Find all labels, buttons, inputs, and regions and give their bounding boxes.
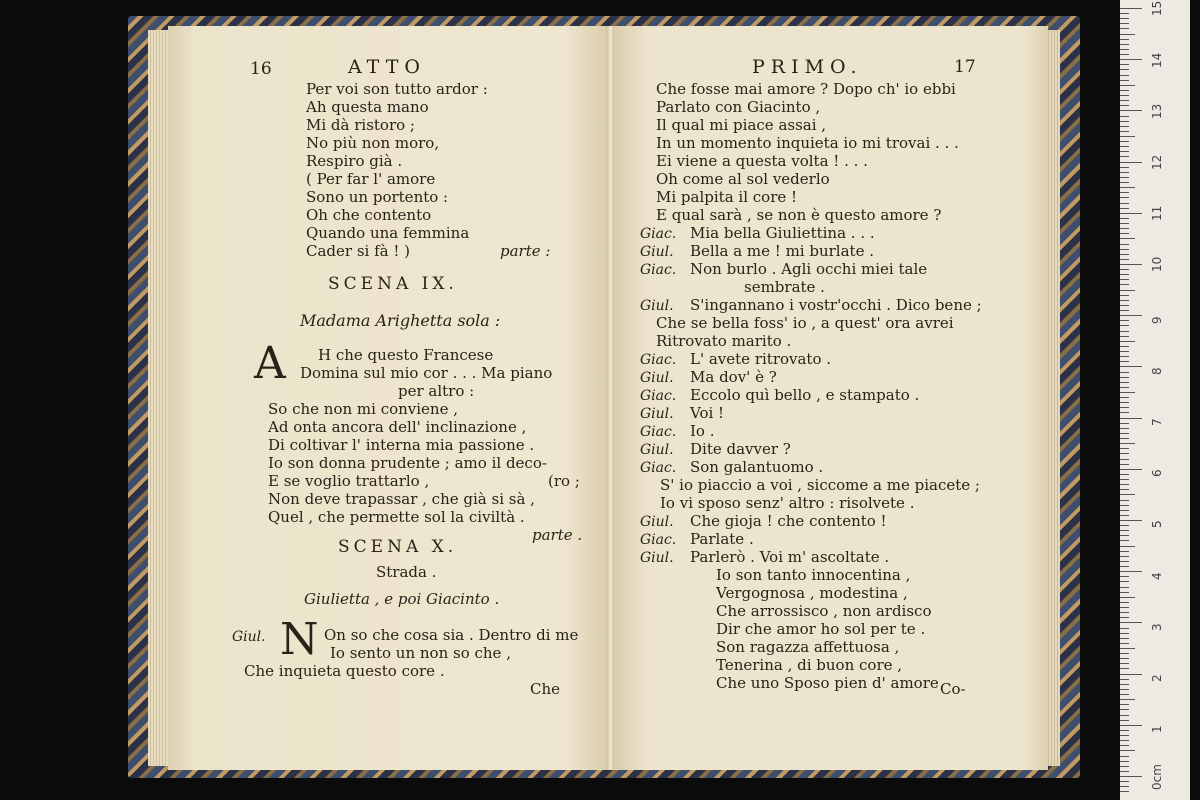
stage-direction-parte: parte . (532, 526, 583, 544)
speaker-label: Giul. (640, 406, 674, 422)
verse-line: Quando una femmina (306, 224, 470, 242)
ruler-tick (1120, 105, 1129, 106)
ruler-tick (1120, 377, 1129, 378)
speaker-label: Giul. (640, 442, 674, 458)
monologue-line: Quel , che permette sol la civiltà . (268, 508, 525, 526)
verse-line: Il qual mi piace assai , (656, 116, 827, 134)
ruler-tick (1120, 556, 1129, 557)
ruler-tick (1120, 459, 1129, 460)
ruler-number: 7 (1150, 418, 1164, 426)
ruler-tick (1120, 269, 1129, 270)
stage-direction-parte: parte : (500, 242, 551, 260)
verse-line: No più non moro, (306, 134, 440, 152)
ruler-tick (1120, 500, 1129, 501)
ruler-tick (1120, 633, 1129, 634)
ruler-tick (1120, 203, 1129, 204)
verse-line: Ei viene a questa volta ! . . . (656, 152, 868, 170)
ruler-tick (1120, 730, 1129, 731)
monologue-line: per altro : (398, 382, 475, 400)
ruler-tick (1120, 156, 1129, 157)
song-line: Son ragazza affettuosa , (716, 638, 900, 656)
verse-line: E qual sarà , se non è questo amore ? (656, 206, 942, 224)
ruler-tick (1120, 284, 1129, 285)
ruler-tick (1120, 75, 1129, 76)
ruler-tick (1120, 264, 1142, 265)
ruler-tick (1120, 479, 1129, 480)
ruler-tick (1120, 8, 1142, 9)
ruler-tick (1120, 382, 1129, 383)
ruler-tick (1120, 699, 1135, 700)
ruler-number: 4 (1150, 572, 1164, 580)
ruler-tick (1120, 121, 1129, 122)
ruler-tick (1120, 515, 1129, 516)
monologue-line: Domina sul mio cor . . . Ma piano (300, 364, 553, 382)
verse-line: Oh che contento (306, 206, 432, 224)
ruler-tick (1120, 90, 1129, 91)
ruler-tick (1120, 791, 1129, 792)
ruler-tick (1120, 489, 1129, 490)
ruler-number: 14 (1150, 52, 1164, 68)
ruler-tick (1120, 453, 1129, 454)
page-number-left: 16 (250, 59, 272, 79)
speaker-label: Giac. (640, 460, 677, 476)
ruler-tick (1120, 607, 1129, 608)
ruler-number: 1 (1150, 725, 1164, 733)
dialogue-line: Voi ! (690, 404, 725, 422)
ruler-tick (1120, 617, 1129, 618)
dialogue-line: Che se bella foss' io , a quest' ora avrei (656, 314, 954, 332)
verse-line: Cader si fà ! ) (306, 242, 411, 260)
ruler-tick (1120, 720, 1129, 721)
ruler-tick (1120, 136, 1135, 137)
ruler-tick (1120, 581, 1129, 582)
dialogue-line: Dite davver ? (690, 440, 791, 458)
ruler-tick (1120, 110, 1142, 111)
ruler-tick (1120, 238, 1135, 239)
song-line: Dir che amor ho sol per te . (716, 620, 926, 638)
ruler-tick (1120, 59, 1142, 60)
ruler-tick (1120, 295, 1129, 296)
ruler-tick (1120, 172, 1129, 173)
ruler-tick (1120, 643, 1129, 644)
ruler-tick (1120, 320, 1129, 321)
ruler-tick (1120, 387, 1129, 388)
ruler-tick (1120, 668, 1129, 669)
ruler-tick (1120, 510, 1129, 511)
ruler-number: 0cm (1150, 764, 1164, 790)
monologue-line: Non deve trapassar , che già si sà , (268, 490, 535, 508)
verse-line: ( Per far l' amore (306, 170, 436, 188)
ruler-tick (1120, 725, 1142, 726)
ruler-tick (1120, 346, 1129, 347)
speaker-label: Giac. (640, 352, 677, 368)
ruler-tick (1120, 274, 1129, 275)
ruler-tick (1120, 325, 1129, 326)
verse-line: Oh come al sol vederlo (656, 170, 830, 188)
dialogue-line: Che gioja ! che contento ! (690, 512, 887, 530)
ruler-tick (1120, 674, 1142, 675)
ruler-tick (1120, 192, 1129, 193)
ruler-tick (1120, 331, 1129, 332)
ruler-tick (1120, 694, 1129, 695)
scene-title: SCENA IX. (328, 274, 458, 294)
drop-cap: N (280, 614, 319, 665)
ruler-tick (1120, 653, 1129, 654)
ruler-tick (1120, 116, 1129, 117)
catchword: Che (530, 680, 561, 698)
monologue-line: Io son donna prudente ; amo il deco- (268, 454, 547, 472)
ruler-number: 10 (1150, 256, 1164, 272)
measuring-ruler (1120, 0, 1190, 800)
ruler-tick (1120, 484, 1129, 485)
ruler-tick (1120, 39, 1129, 40)
ruler-tick (1120, 418, 1142, 419)
ruler-tick (1120, 546, 1135, 547)
ruler-tick (1120, 648, 1135, 649)
ruler-tick (1120, 756, 1129, 757)
ruler-tick (1120, 438, 1129, 439)
ruler-tick (1120, 223, 1129, 224)
monologue-line: (ro ; (548, 472, 580, 490)
dialogue-line: Parlate . (690, 530, 754, 548)
ruler-number: 5 (1150, 520, 1164, 528)
ruler-tick (1120, 197, 1129, 198)
ruler-tick (1120, 315, 1142, 316)
dialogue-line: L' avete ritrovato . (690, 350, 832, 368)
dialogue-line: On so che cosa sia . Dentro di me (324, 626, 579, 644)
ruler-tick (1120, 259, 1129, 260)
ruler-tick (1120, 602, 1129, 603)
ruler-tick (1120, 786, 1129, 787)
ruler-tick (1120, 254, 1129, 255)
speaker-label: Giul. (640, 370, 674, 386)
ruler-tick (1120, 397, 1129, 398)
ruler-tick (1120, 612, 1129, 613)
verse-line: Mi dà ristoro ; (306, 116, 415, 134)
ruler-tick (1120, 162, 1142, 163)
speaker-label: Giac. (640, 262, 677, 278)
ruler-tick (1120, 428, 1129, 429)
song-line: Tenerina , di buon core , (716, 656, 903, 674)
song-line: Che arrossisco , non ardisco (716, 602, 932, 620)
ruler-tick (1120, 233, 1129, 234)
ruler-number: 12 (1150, 154, 1164, 170)
verse-line: In un momento inquieta io mi trovai . . . (656, 134, 959, 152)
ruler-tick (1120, 151, 1129, 152)
dialogue-line: Ritrovato marito . (656, 332, 792, 350)
monologue-line: H che questo Francese (318, 346, 494, 364)
drop-cap: A (254, 338, 286, 389)
ruler-tick (1120, 228, 1129, 229)
ruler-tick (1120, 766, 1129, 767)
speaker-label: Giac. (640, 424, 677, 440)
ruler-tick (1120, 750, 1135, 751)
monologue-line: Ad onta ancora dell' inclinazione , (268, 418, 527, 436)
ruler-tick (1120, 474, 1129, 475)
dialogue-line: sembrate . (744, 278, 825, 296)
ruler-tick (1120, 402, 1129, 403)
song-line: Che uno Sposo pien d' amore (716, 674, 939, 692)
ruler-tick (1120, 551, 1129, 552)
ruler-tick (1120, 761, 1129, 762)
monologue-line: E se voglio trattarlo , (268, 472, 430, 490)
ruler-tick (1120, 566, 1129, 567)
ruler-tick (1120, 208, 1129, 209)
dialogue-line: S' io piaccio a voi , siccome a me piacete ; (660, 476, 980, 494)
ruler-tick (1120, 576, 1129, 577)
ruler-tick (1120, 684, 1129, 685)
ruler-tick (1120, 709, 1129, 710)
verse-line: Parlato con Giacinto , (656, 98, 821, 116)
ruler-tick (1120, 95, 1129, 96)
ruler-tick (1120, 535, 1129, 536)
page-number-right: 17 (954, 57, 976, 77)
ruler-number: 6 (1150, 469, 1164, 477)
ruler-tick (1120, 679, 1129, 680)
dialogue-line: Ma dov' è ? (690, 368, 777, 386)
monologue-line: So che non mi conviene , (268, 400, 459, 418)
dialogue-line: S'ingannano i vostr'occhi . Dico bene ; (690, 296, 982, 314)
ruler-tick (1120, 300, 1129, 301)
ruler-tick (1120, 525, 1129, 526)
ruler-tick (1120, 715, 1129, 716)
ruler-tick (1120, 305, 1129, 306)
ruler-tick (1120, 638, 1129, 639)
ruler-tick (1120, 146, 1129, 147)
ruler-tick (1120, 351, 1129, 352)
verse-line: Che fosse mai amore ? Dopo ch' io ebbi (656, 80, 956, 98)
ruler-tick (1120, 587, 1129, 588)
ruler-tick (1120, 628, 1129, 629)
speaker-label: Giac. (640, 388, 677, 404)
ruler-tick (1120, 182, 1129, 183)
ruler-tick (1120, 469, 1142, 470)
ruler-tick (1120, 249, 1129, 250)
scene-title: SCENA X. (338, 537, 458, 557)
ruler-tick (1120, 520, 1142, 521)
song-line: Vergognosa , modestina , (716, 584, 908, 602)
ruler-tick (1120, 177, 1129, 178)
ruler-tick (1120, 126, 1129, 127)
ruler-tick (1120, 28, 1129, 29)
ruler-tick (1120, 310, 1129, 311)
dialogue-line: Son galantuomo . (690, 458, 824, 476)
monologue-line: Di coltivar l' interna mia passione . (268, 436, 535, 454)
dialogue-line: Mia bella Giuliettina . . . (690, 224, 875, 242)
ruler-tick (1120, 44, 1129, 45)
ruler-number: 3 (1150, 623, 1164, 631)
speaker-label: Giac. (640, 226, 677, 242)
ruler-tick (1120, 735, 1129, 736)
ruler-tick (1120, 290, 1135, 291)
ruler-tick (1120, 663, 1129, 664)
ruler-number: 11 (1150, 205, 1164, 221)
ruler-tick (1120, 622, 1142, 623)
ruler-tick (1120, 392, 1135, 393)
ruler-tick (1120, 213, 1142, 214)
ruler-tick (1120, 85, 1135, 86)
dialogue-line: Io sento un non so che , (330, 644, 511, 662)
running-head-right: PRIMO. (752, 56, 863, 78)
ruler-tick (1120, 597, 1135, 598)
ruler-number: 8 (1150, 367, 1164, 375)
speaker-label: Giul. (640, 298, 674, 314)
ruler-tick (1120, 23, 1129, 24)
ruler-tick (1120, 505, 1129, 506)
ruler-tick (1120, 34, 1135, 35)
speaker-label: Giul. (640, 244, 674, 260)
ruler-number: 15 (1150, 0, 1164, 16)
catchword: Co- (940, 680, 966, 698)
ruler-tick (1120, 776, 1142, 777)
ruler-tick (1120, 341, 1135, 342)
ruler-tick (1120, 141, 1129, 142)
ruler-tick (1120, 561, 1129, 562)
verse-line: Per voi son tutto ardor : (306, 80, 488, 98)
verse-line: Ah questa mano (306, 98, 429, 116)
running-head-left: ATTO (348, 56, 426, 78)
ruler-tick (1120, 244, 1129, 245)
page-edges-left (148, 30, 170, 766)
ruler-tick (1120, 704, 1129, 705)
ruler-number: 9 (1150, 316, 1164, 324)
ruler-tick (1120, 448, 1129, 449)
ruler-tick (1120, 658, 1129, 659)
ruler-tick (1120, 407, 1129, 408)
ruler-tick (1120, 372, 1129, 373)
verse-line: Respiro già . (306, 152, 403, 170)
dialogue-line: Parlerò . Voi m' ascoltate . (690, 548, 890, 566)
ruler-tick (1120, 131, 1129, 132)
speaker-label: Giul. (232, 629, 266, 645)
scene-place: Strada . (376, 563, 437, 581)
ruler-tick (1120, 740, 1129, 741)
ruler-tick (1120, 540, 1129, 541)
dialogue-line: Eccolo quì bello , e stampato . (690, 386, 920, 404)
ruler-tick (1120, 356, 1129, 357)
ruler-tick (1120, 80, 1129, 81)
dialogue-line: Bella a me ! mi burlate . (690, 242, 874, 260)
song-line: Io son tanto innocentina , (716, 566, 911, 584)
dialogue-line: Non burlo . Agli occhi miei tale (690, 260, 928, 278)
ruler-tick (1120, 530, 1129, 531)
ruler-tick (1120, 464, 1129, 465)
verse-line: Mi palpita il core ! (656, 188, 798, 206)
ruler-tick (1120, 781, 1129, 782)
ruler-tick (1120, 54, 1129, 55)
ruler-tick (1120, 571, 1142, 572)
speaker-label: Giul. (640, 550, 674, 566)
ruler-tick (1120, 13, 1129, 14)
ruler-tick (1120, 279, 1129, 280)
speaker-label: Giac. (640, 532, 677, 548)
ruler-tick (1120, 64, 1129, 65)
dialogue-line: Io vi sposo senz' altro : risolvete . (660, 494, 915, 512)
ruler-tick (1120, 100, 1129, 101)
ruler-tick (1120, 187, 1135, 188)
scene-cast: Giulietta , e poi Giacinto . (304, 590, 500, 608)
speaker-label: Giul. (640, 514, 674, 530)
ruler-tick (1120, 494, 1135, 495)
ruler-tick (1120, 361, 1129, 362)
ruler-tick (1120, 443, 1135, 444)
ruler-tick (1120, 412, 1129, 413)
ruler-number: 13 (1150, 103, 1164, 119)
scene-cast: Madama Arighetta sola : (300, 311, 501, 330)
ruler-tick (1120, 689, 1129, 690)
page-edges-right (1046, 30, 1060, 766)
ruler-tick (1120, 49, 1129, 50)
ruler-tick (1120, 745, 1129, 746)
ruler-tick (1120, 336, 1129, 337)
ruler-tick (1120, 69, 1129, 70)
ruler-tick (1120, 592, 1129, 593)
ruler-tick (1120, 366, 1142, 367)
ruler-number: 2 (1150, 674, 1164, 682)
ruler-tick (1120, 167, 1129, 168)
dialogue-line: Che inquieta questo core . (244, 662, 445, 680)
dialogue-line: Io . (690, 422, 715, 440)
verse-line: Sono un portento : (306, 188, 449, 206)
ruler-tick (1120, 433, 1129, 434)
ruler-tick (1120, 771, 1129, 772)
ruler-tick (1120, 423, 1129, 424)
ruler-tick (1120, 18, 1129, 19)
ruler-tick (1120, 218, 1129, 219)
